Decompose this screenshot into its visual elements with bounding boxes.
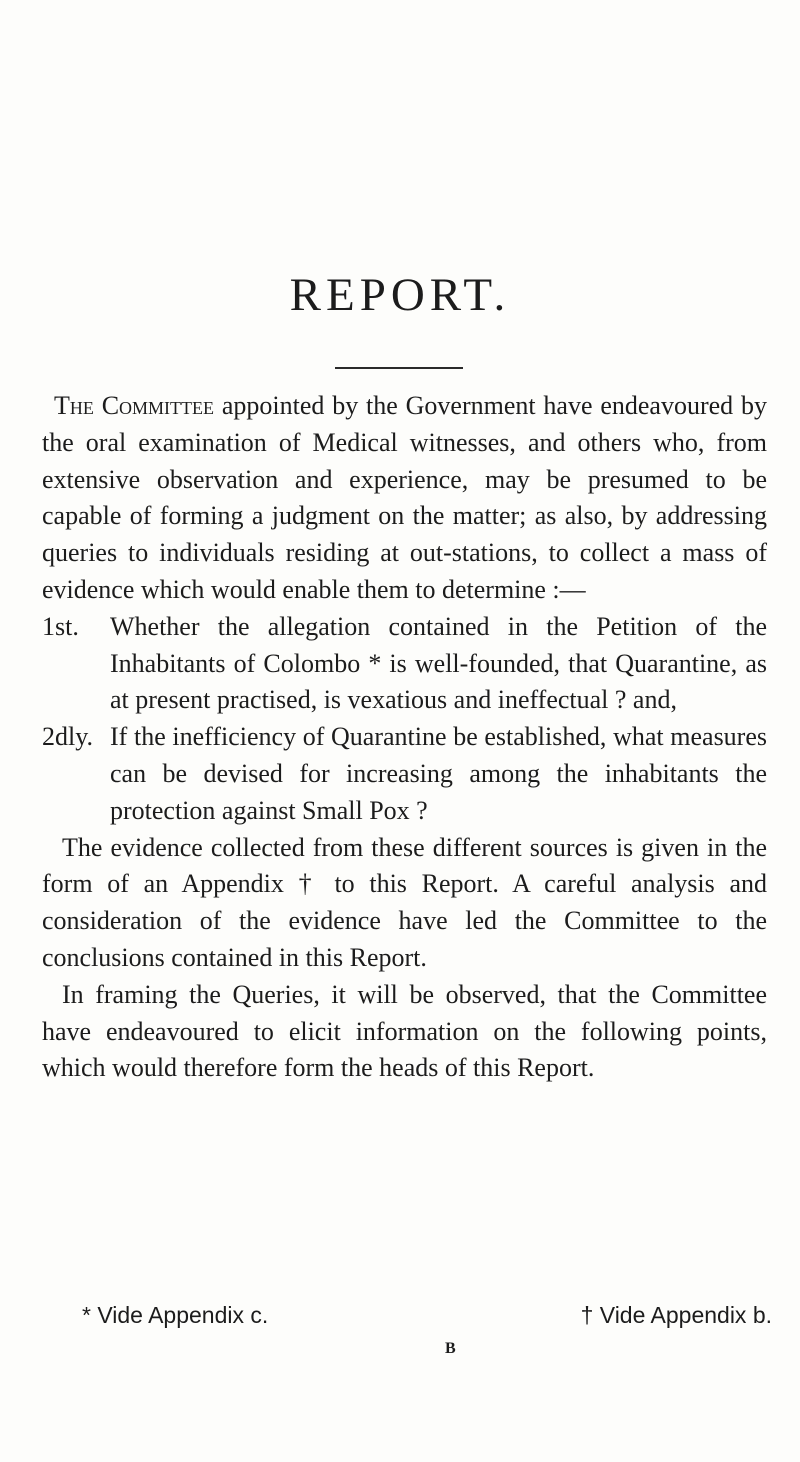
footnotes: [82, 1302, 772, 1329]
queries-paragraph: In framing the Queries, it will be observed, that the Committee have endeavoured to elicit information on the following points, which would therefore form the heads of this Report.: [42, 979, 767, 1083]
intro-lead: The Committee: [54, 391, 215, 420]
item-number: 1st.: [42, 611, 79, 641]
intro-text: appointed by the Government have endeavoured by the oral examination of Medical witnesses, and others who, from extensive observation and experience, may be presumed to be capable of forming a judgment on the matter; as also, by addressing queries to individuals residing at out-stations, to collect a mass of evidence which would enable them to determine :—: [42, 391, 767, 604]
evidence-paragraph: The evidence collected from these different sources is given in the form of an Appendix † to this Report. A careful analysis and consideration of the evidence have led the Committee to the conclusions contained in this Report.: [42, 832, 767, 972]
item-number: 2dly.: [42, 722, 94, 752]
intro-paragraph: [42, 388, 767, 609]
footnote-left: * Vide Appendix c.: [82, 1302, 269, 1328]
item-text: If the inefficiency of Quarantine be established, what measures can be devised for increasing among the inhabitants the protection against Small Pox ?: [110, 722, 767, 825]
item-text: Whether the allegation contained in the Petition of the Inhabitants of Colombo * is well-founded, that Quarantine, as at present practised, is vexatious and ineffectual ? and,: [110, 611, 767, 715]
title-divider: [335, 367, 463, 369]
list-item: [42, 719, 767, 829]
list-item: [42, 609, 767, 719]
report-body: [42, 388, 767, 1087]
footnote-right: † Vide Appendix b.: [580, 1302, 772, 1328]
report-title: REPORT.: [289, 269, 511, 321]
signature-mark: B: [445, 1340, 456, 1357]
